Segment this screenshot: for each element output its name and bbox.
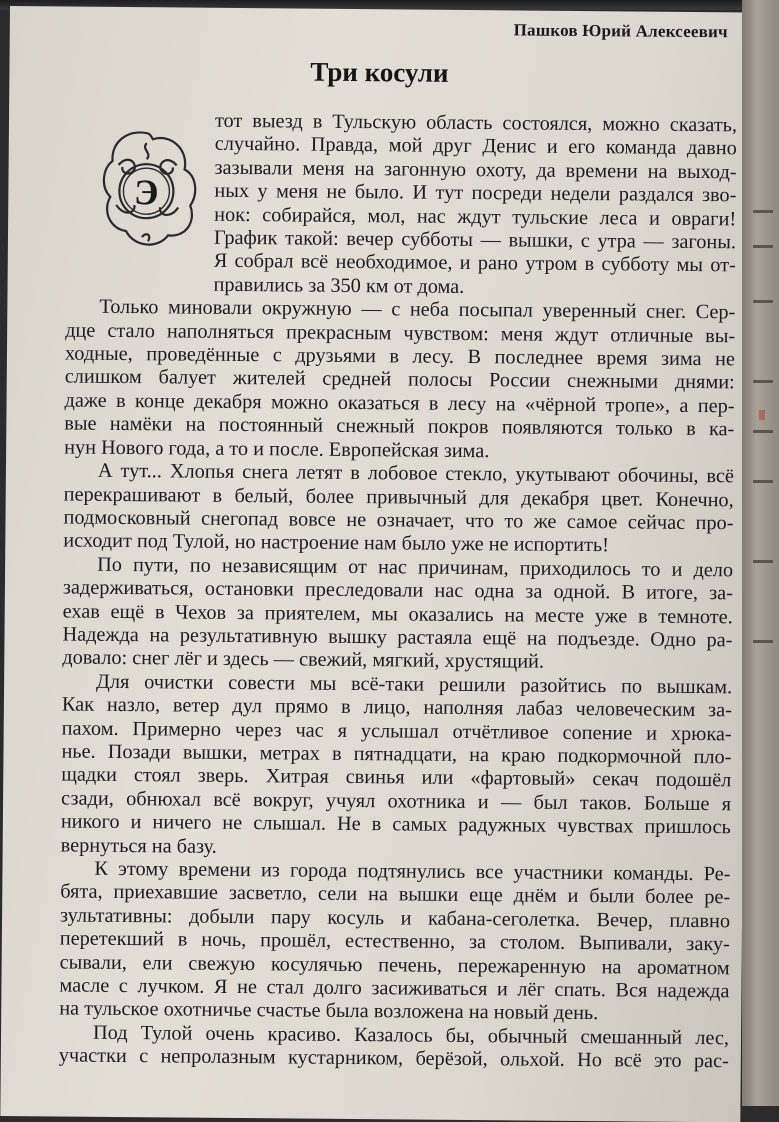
text-line: случайно. Правда, мой друг Денис и его команда давно	[214, 133, 737, 160]
text-line: участки с непролазным кустарником, берёзой, ольхой. Но всё это рас-	[58, 1044, 729, 1073]
text-line: Под Тулой очень красиво. Казалось бы, обычный смешанный лес,	[92, 1021, 730, 1050]
text-line: нок: собирайся, мол, нас ждут тульские леса и овраги!	[214, 203, 737, 230]
text-line: По пути, по независящим от нас причинам, приходилось то и дело	[97, 553, 734, 582]
text-line: Как назло, ветер дул прямо в лицо, наполняя лабаз человеческим за-	[61, 693, 732, 722]
text-line: зазывали меня на загонную охоту, да времени на выход-	[214, 156, 737, 184]
text-line: на тульское охотничье счастье была возложена на новый день.	[59, 997, 599, 1025]
article-body	[59, 109, 737, 1074]
text-line: График такой: вечер субботы — вышки, с утра — загоны.	[213, 226, 737, 254]
text-line: Я собрал всё необходимое, и рано утром в субботу мы от-	[213, 250, 736, 277]
text-line: слишком балует жителей средней полосы России снежными днями:	[64, 365, 735, 394]
text-line: ехав ещё в Чехов за приятелем, мы оказались на месте уже в темноте.	[62, 600, 733, 628]
text-line: никого и ничего не слышал. Не в самых радужных чувствах пришлось	[60, 810, 731, 839]
text-line: вернуться на базу.	[60, 834, 217, 858]
text-line: дце стало наполняться прекрасным чувством: меня ждут отличные вы-	[65, 319, 736, 347]
text-line: правились за 350 км от дома.	[213, 273, 465, 298]
text-line: К этому времени из города подтянулись все участники команды. Ре-	[94, 857, 731, 886]
text-line: исходит под Тулой, но настроение нам было уже не испортить!	[63, 529, 610, 557]
text-line: Только миновали окружную — с неба посыпал уверенный снег. Сер-	[99, 296, 736, 324]
adjacent-text-fragment	[753, 480, 773, 483]
text-line: щадки стоял зверь. Хитрая свинья или «фартовый» секач подошёл	[61, 763, 732, 792]
text-line: сывали, ели свежую косулячью печень, пережаренную на ароматном	[59, 951, 730, 979]
article-title: Три косули	[310, 56, 449, 88]
text-line: перекрашивают в белый, более привычный для декабря цвет. Конечно,	[63, 482, 734, 511]
text-line: ходные, проведённые с друзьями в лесу. В последнее время зима не	[64, 342, 736, 371]
adjacent-text-fragment	[753, 300, 773, 303]
book-page	[0, 6, 750, 1122]
adjacent-text-fragment	[753, 640, 773, 643]
text-line: зультативны: добыли пару косуль и кабана-сеголетка. Вечер, плавно	[59, 904, 731, 933]
text-line: бята, приехавшие засветло, сели на вышки еще днём и были более ре-	[60, 880, 731, 909]
text-line: масле с лучком. Я не стал долго засиживаться и лёг спать. Вся надежда	[59, 974, 730, 1003]
text-line: Надежда на результативную вышку растаяла ещё на подъезде. Одно ра-	[62, 623, 733, 652]
text-line: перетекший в ночь, прошёл, естественно, за столом. Выпивали, заку-	[59, 927, 730, 956]
adjacent-mark	[759, 410, 765, 420]
adjacent-text-fragment	[753, 430, 773, 433]
text-line: пахом. Примерно через час я услышал отчётливое сопение и хрюка-	[61, 717, 732, 745]
adjacent-page-edge	[742, 0, 779, 1106]
adjacent-text-fragment	[753, 210, 773, 213]
text-line: А тут... Хлопья снега летят в лобовое стекло, укутывают обочины, всё	[97, 459, 735, 488]
text-line: задерживаться, остановки преследовали нас одна за одной. В итоге, за-	[62, 576, 733, 605]
text-line: довало: снег лёг и здесь — свежий, мягкий, хрустящий.	[62, 646, 545, 674]
text-line: нун Нового года, а то и после. Европейская зима.	[64, 436, 490, 462]
text-line: вые намёки на постоянный снежный покров появляются только в ка-	[64, 412, 735, 441]
text-line: подмосковный снегопад вовсе не означает, что то же самое сейчас про-	[63, 506, 734, 535]
running-header-author: Пашков Юрий Алексеевич	[513, 20, 728, 42]
text-line: нье. Позади вышки, метрах в пятнадцати, на краю подкормочной пло-	[61, 740, 732, 769]
adjacent-text-fragment	[753, 245, 773, 248]
text-line: ных у меня не было. И тут посреди недели раздался зво-	[214, 180, 737, 207]
dropcap-letter: Э	[133, 172, 159, 213]
adjacent-text-fragment	[753, 560, 773, 563]
text-line: даже в конце декабря можно оказаться в лесу на «чёрной тропе», а пер-	[64, 389, 735, 418]
text-line: Для очистки совести мы всё-таки решили разойтись по вышкам.	[96, 670, 733, 699]
text-line: тот выезд в Тульскую область состоялся, можно сказать,	[214, 109, 738, 137]
text-line: сзади, обнюхал всё вокруг, учуял охотника и — был таков. Больше я	[60, 787, 732, 816]
adjacent-text-fragment	[753, 380, 773, 383]
